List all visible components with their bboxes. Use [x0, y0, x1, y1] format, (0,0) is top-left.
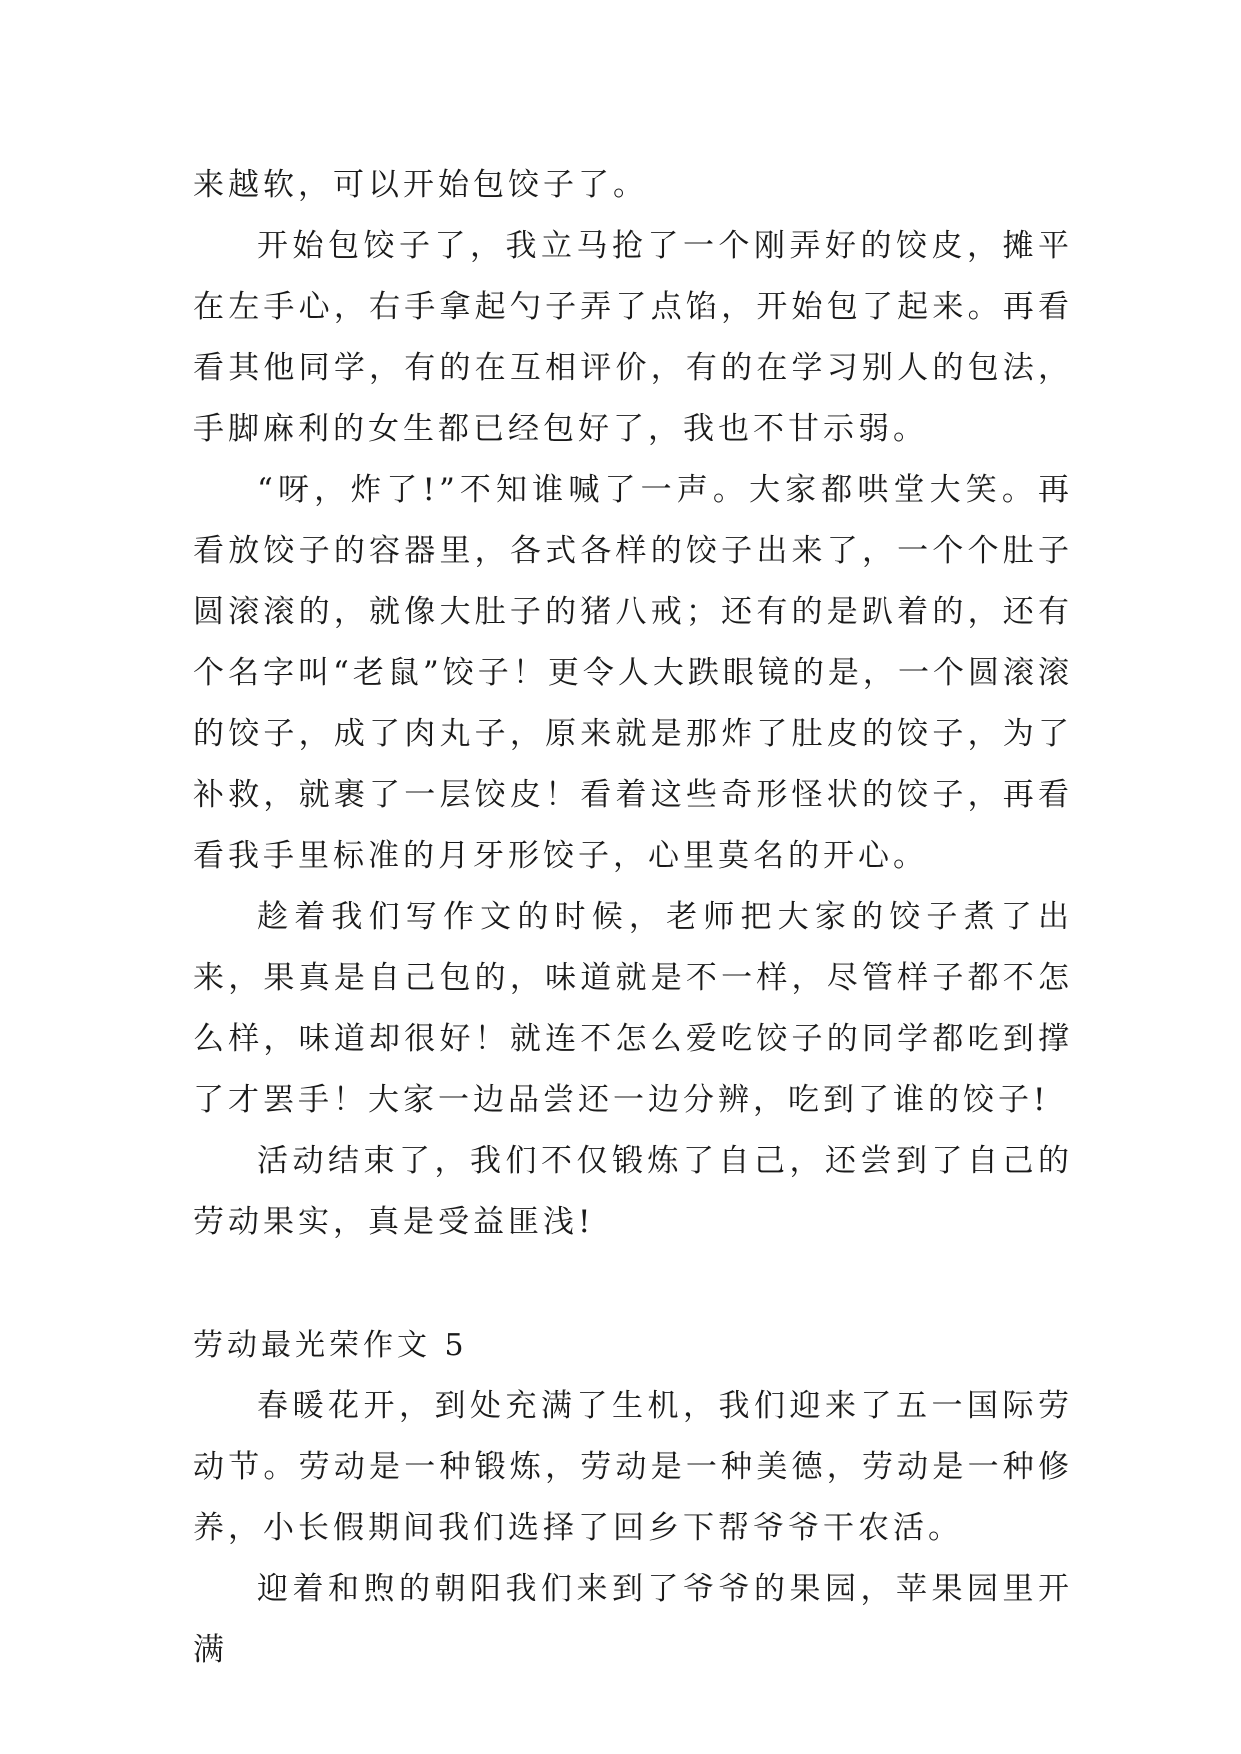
paragraph: 趁着我们写作文的时候，老师把大家的饺子煮了出来，果真是自己包的，味道就是不一样，尽管样子都不怎么样，味道却很好！就连不怎么爱吃饺子的同学都吃到撑了才罢手！大家一边品尝还一边分辨，吃到了谁的饺子! — [193, 899, 1073, 1118]
paragraph: 春暖花开，到处充满了生机，我们迎来了五一国际劳动节。劳动是一种锻炼，劳动是一种美德，劳动是一种修养，小长假期间我们选择了回乡下帮爷爷干农活。 — [193, 1388, 1073, 1546]
paragraph: “呀，炸了!”不知谁喊了一声。大家都哄堂大笑。再看放饺子的容器里，各式各样的饺子出来了，一个个肚子圆滚滚的，就像大肚子的猪八戒；还有的是趴着的，还有个名字叫“老鼠”饺子！更令人大跌眼镜的是，一个圆滚滚的饺子，成了肉丸子，原来就是那炸了肚皮的饺子，为了补救，就裹了一层饺皮！看着这些奇形怪状的饺子，再看看我手里标准的月牙形饺子，心里莫名的开心。 — [193, 472, 1073, 874]
paragraph: 活动结束了，我们不仅锻炼了自己，还尝到了自己的劳动果实，真是受益匪浅! — [193, 1143, 1073, 1240]
section-title: 劳动最光荣作文 5 — [193, 1328, 468, 1363]
paragraph: 开始包饺子了，我立马抢了一个刚弄好的饺皮，摊平在左手心，右手拿起勺子弄了点馅，开始包了起来。再看看其他同学，有的在互相评价，有的在学习别人的包法，手脚麻利的女生都已经包好了，我也不甘示弱。 — [193, 228, 1073, 447]
paragraph: 来越软，可以开始包饺子了。 — [193, 167, 648, 203]
document-body — [193, 155, 1073, 1681]
paragraph: 迎着和煦的朝阳我们来到了爷爷的果园，苹果园里开满 — [193, 1571, 1073, 1668]
